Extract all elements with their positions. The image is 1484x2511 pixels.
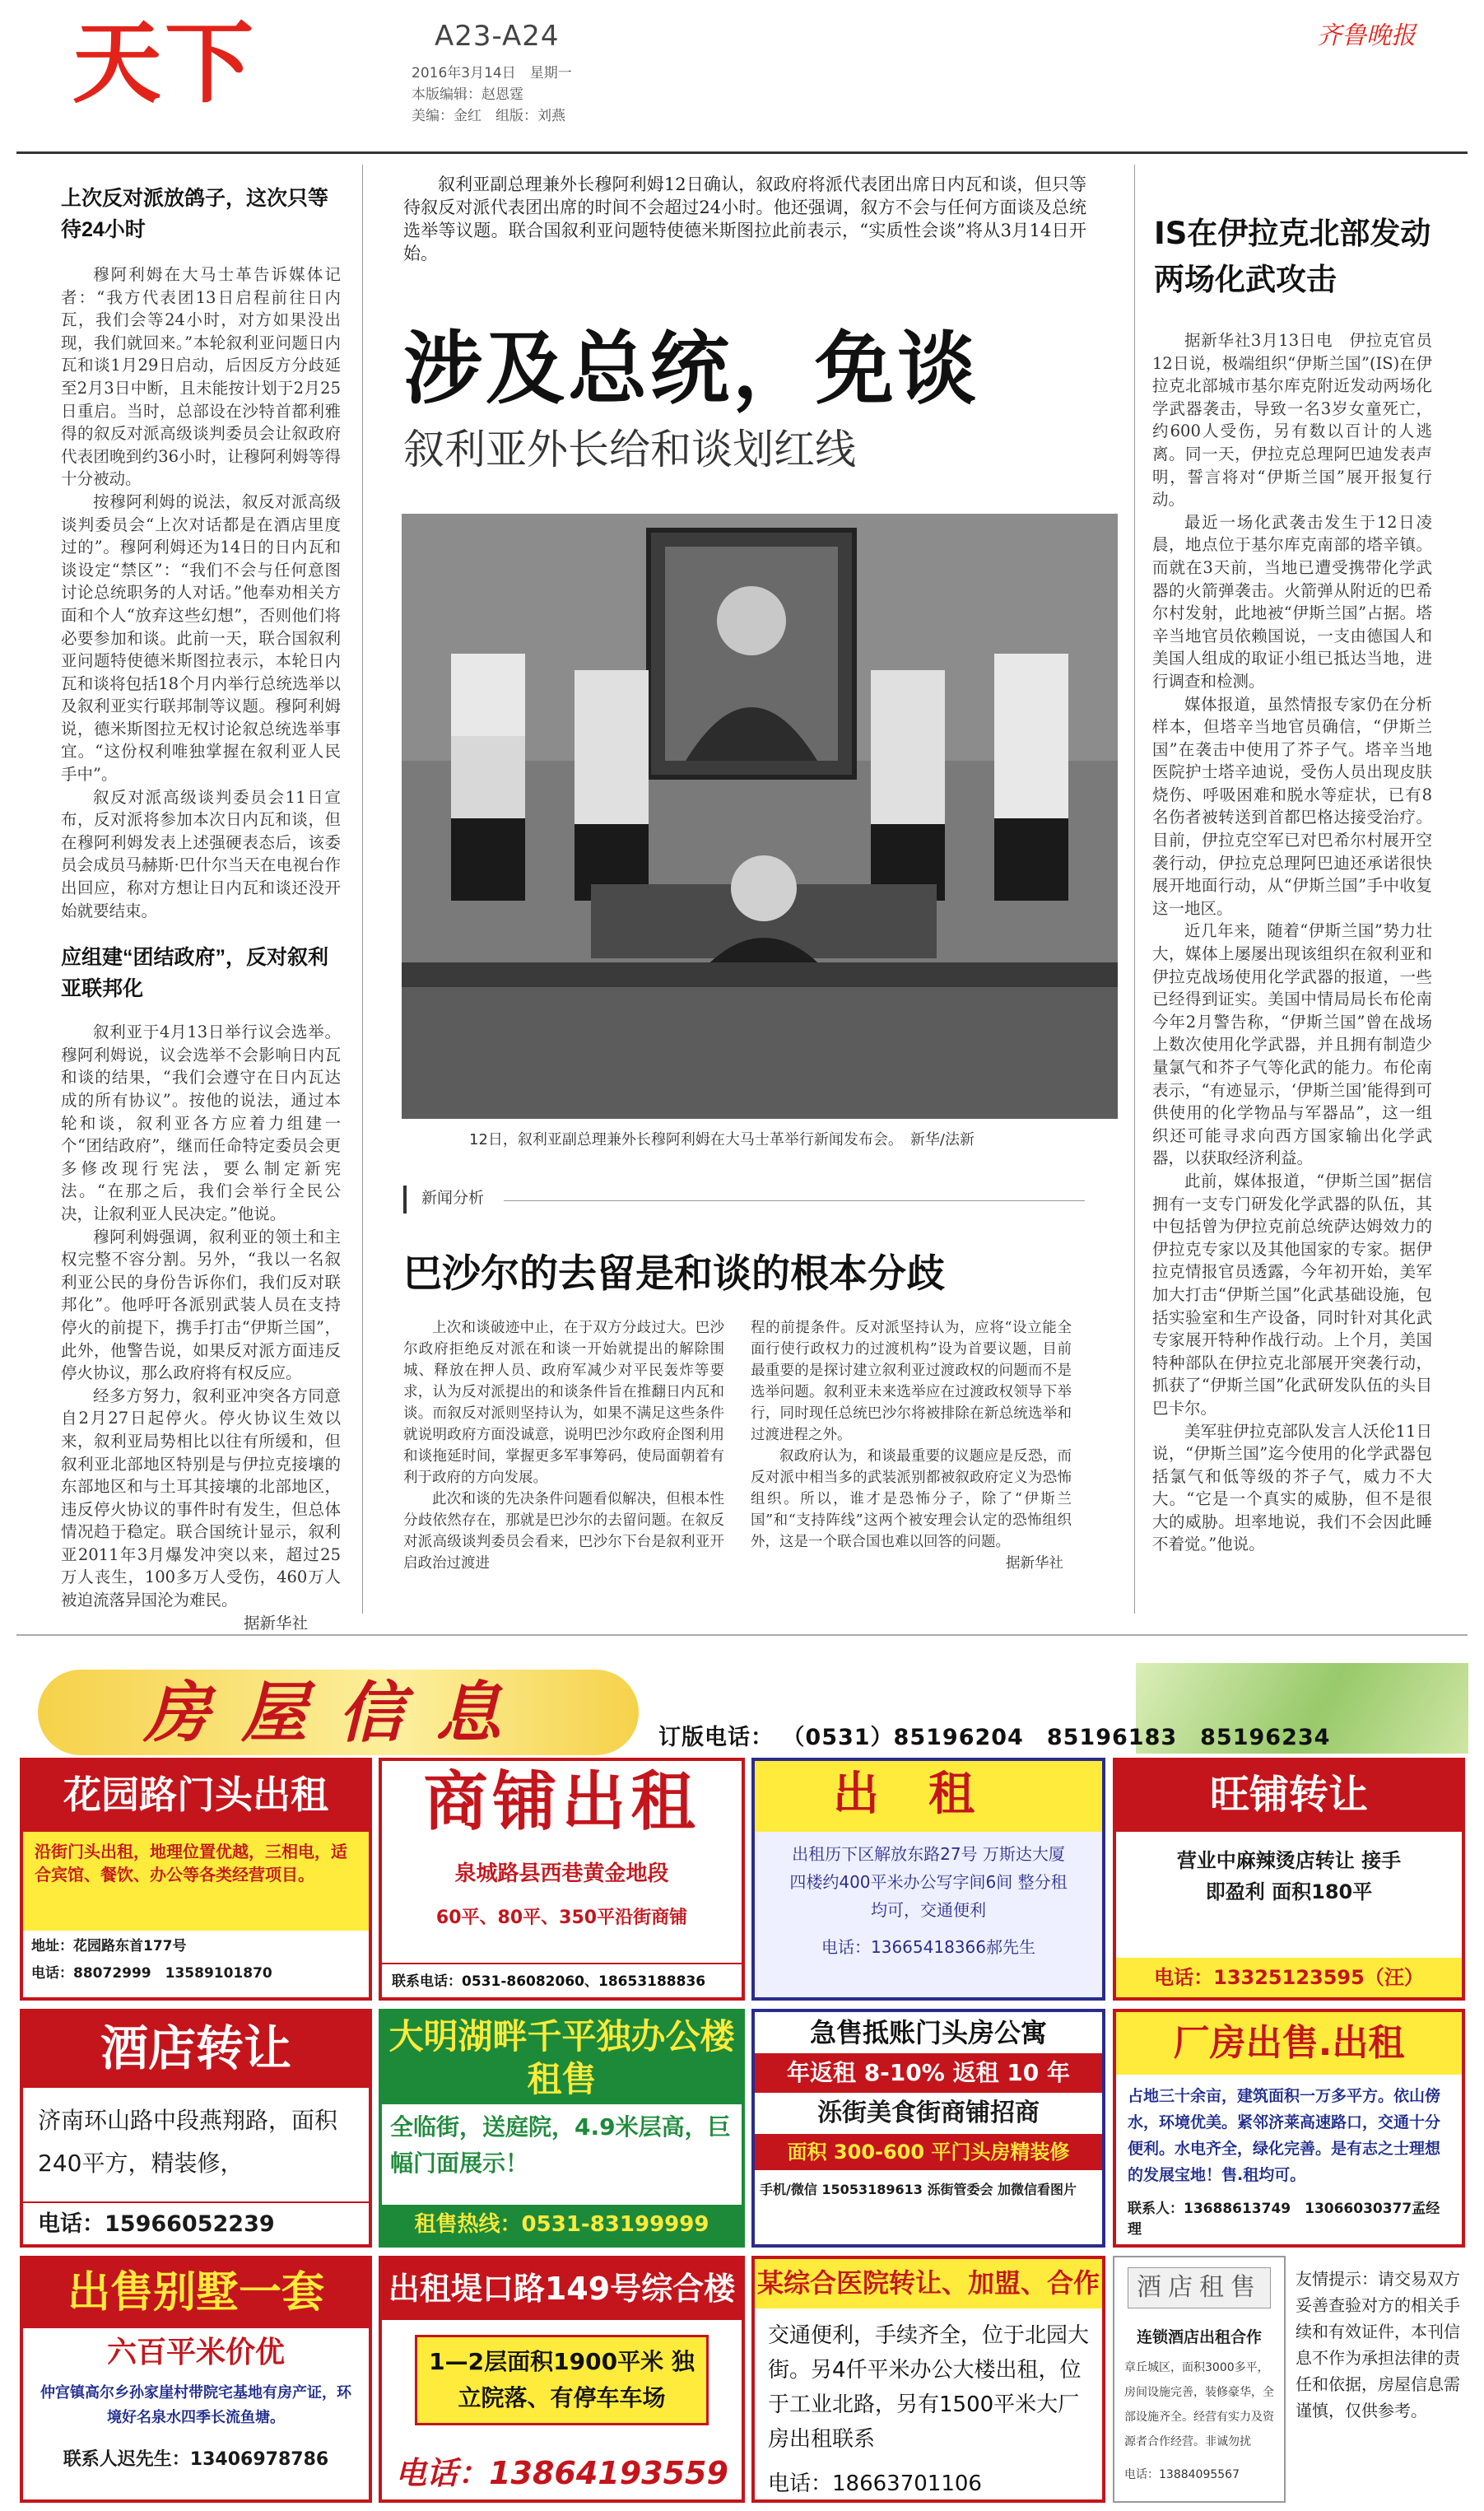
ad-card bbox=[1113, 2256, 1286, 2503]
design-line: 美编：金红 组版：刘燕 bbox=[412, 108, 565, 124]
ad-body: 全临街，送庭院，4.9米层高，巨幅门面展示！ bbox=[390, 2113, 731, 2177]
right-paragraph: 最近一场化武袭击发生于12日凌晨，地点位于基尔库克南部的塔辛镇。而就在3天前，当地已遭受携带化学武器的火箭弹袭击。火箭弹从附近的巴希尔村发射，此地被“伊斯兰国”占据。塔辛当地官员依赖国说，一支由德国人和美国人组成的取证小组已抵达当地，进行调查和检测。 bbox=[1152, 512, 1432, 691]
left-paragraph: 叙利亚于4月13日举行议会选举。穆阿利姆说，议会选举不会影响日内瓦和谈的结果，“我们会遵守在日内瓦达成的所有协议”。按他的说法，通过本轮和谈，叙利亚各方应着力组建一个“团结政府”，继而任命特定委员会更多修改现行宪法，要么制定新宪法。“在那之后，我们会举行全民公决，让叙利亚人民决定。”他说。 bbox=[61, 1023, 341, 1223]
ad-title: 大明湖畔千平独办公楼租售 bbox=[382, 2012, 742, 2104]
ad-card bbox=[379, 2009, 745, 2248]
left-paragraph: 穆阿利姆强调，叙利亚的领土和主权完整不容分割。另外，“我以一名叙利亚公民的身份告诉你们，我们反对联邦化”。他呼吁各派别武装人员在支持停火的前提下，携手打击“伊斯兰国”，此外，他警告说，如果反对派方面违反停火协议，那么政府将有权反应。 bbox=[61, 1227, 341, 1383]
right-paragraph: 近几年来，随着“伊斯兰国”势力壮大，媒体上屡屡出现该组织在叙利亚和伊拉克战场使用化学武器的报道，一些已经得到证实。美国中情局局长布伦南今年2月警告称，“伊斯兰国”曾在战场上数次使用化学武器，并且拥有制造少量氯气和芥子气等化武的能力。布伦南表示，“有迹显示，‘伊斯兰国’能得到可供使用的化学物品与军器品”，这一组织还可能寻求向西方国家输出化学武器，以获取经济利益。 bbox=[1152, 921, 1432, 1168]
ad-title: 出售别墅一套 bbox=[23, 2259, 369, 2328]
ad-card bbox=[1113, 2009, 1465, 2248]
ad-body: 泺街美食街商铺招商 bbox=[817, 2099, 1040, 2127]
ad-body: 交通便利，手续齐全，位于北园大街。另4仟平米办公大楼出租，位于工业北路，另有1500平米大厂房出租联系 bbox=[768, 2323, 1090, 2452]
ad-phone: 手机/微信 15053189613 泺街管委会 加微信看图片 bbox=[760, 2182, 1077, 2197]
ad-card bbox=[379, 1758, 745, 2001]
ad-card bbox=[751, 2256, 1105, 2503]
ad-body: 泉城路县西巷黄金地段 bbox=[454, 1861, 669, 1886]
ad-phone: 电话：15966052239 bbox=[23, 2201, 369, 2244]
ad-card bbox=[751, 2009, 1105, 2248]
left-paragraph: 叙反对派高级谈判委员会11日宣布，反对派将参加本次日内瓦和谈，但在穆阿利姆发表上述强硬表态后，该委员会成员马赫斯·巴什尔当天在电视台作出回应，称对方想让日内瓦和谈还没开始就要结束。 bbox=[61, 787, 341, 920]
photo-caption: 12日，叙利亚副总理兼外长穆阿利姆在大马士革举行新闻发布会。 新华/法新 bbox=[469, 1131, 975, 1148]
ad-title: 花园路门头出租 bbox=[23, 1761, 369, 1832]
ad-phone: 租售热线：0531-83199999 bbox=[382, 2205, 742, 2244]
analysis-paragraph: 程的前提条件。反对派坚持认为，应将“设立能全面行使行政权力的过渡机构”设为首要议题，目前最重要的是探讨建立叙利亚过渡政权的问题而不是选举问题。叙利亚未来选举应在过渡政权领导下举行，同时现任总统巴沙尔将被排除在新总统选举和过渡进程之外。 bbox=[751, 1320, 1072, 1443]
ad-phone: 电话：18663701106 bbox=[768, 2471, 982, 2496]
ad-card bbox=[20, 2009, 372, 2248]
ad-title: 酒店转让 bbox=[23, 2012, 369, 2088]
headline: 涉及总统，免谈 bbox=[403, 325, 979, 413]
analysis-col-2 bbox=[751, 1317, 1072, 1576]
analysis-tag-rule bbox=[504, 1200, 1085, 1201]
left-paragraph: 穆阿利姆在大马士革告诉媒体记者：“我方代表团13日启程前往日内瓦，我们会等24小时，对方如果没出现，我们就回来。”本轮叙利亚问题日内瓦和谈1月29日启动，后因反方分歧延至2月3日中断，且未能按计划于2月25日重启。当时，总部设在沙特首都利雅得的叙反对派高级谈判委员会让叙政府代表团晚到约36小时，让穆阿利姆等得十分被动。 bbox=[61, 265, 341, 489]
ad-title: 急售抵账门头房公寓 bbox=[809, 2017, 1047, 2048]
ad-body: 仲宫镇高尔乡孙家崖村带院宅基地有房产证，环境好名泉水四季长流鱼塘。 bbox=[40, 2384, 351, 2426]
left-column bbox=[61, 183, 341, 1634]
column-rule bbox=[362, 165, 363, 1614]
ad-phone: 联系人迟先生：13406978786 bbox=[63, 2449, 329, 2470]
ad-body: 营业中麻辣烫店转让 接手即盈利 面积180平 bbox=[1176, 1849, 1402, 1903]
ad-subtitle: 连锁酒店出租合作 bbox=[1136, 2328, 1262, 2346]
ad-title: 商铺出租 bbox=[423, 1765, 700, 1839]
left-paragraph: 经多方努力，叙利亚冲突各方同意自2月27日起停火。停火协议生效以来，叙利亚局势相比以往有所缓和，但叙利亚北部地区特别是与伊拉克接壤的东部地区和与土耳其接壤的北部地区，违反停火协议的事件时有发生，但总体情况趋于稳定。联合国统计显示，叙利亚2011年3月爆发冲突以来，超过25万人丧生，100多万人受伤，460万人被迫流落异国沦为难民。 bbox=[61, 1386, 341, 1610]
section-logo: 天下 bbox=[72, 12, 258, 115]
ad-body: 占地三十余亩，建筑面积一万多平方。依山傍水，环境优美。紧邻济莱高速路口，交通十分便利。水电齐全，绿化完善。是有志之士理想的发展宝地！售.租均可。 bbox=[1128, 2087, 1441, 2184]
ad-phone: 电话：13325123595（汪） bbox=[1116, 1958, 1462, 1997]
ad-booking-phones bbox=[658, 1719, 1330, 1751]
analysis-tag: 新闻分析 bbox=[403, 1186, 486, 1214]
analysis-credit: 据新华社 bbox=[1006, 1555, 1063, 1572]
left-paragraph: 按穆阿利姆的说法，叙反对派高级谈判委员会“上次对话都是在酒店里度过的”。穆阿利姆还为14日的日内瓦和谈设定“禁区”：“我们不会与任何意图讨论总统职务的人对话。”他奉劝相关方面和个人“放弃这些幻想”，否则他们将必要参加和谈。此前一天，联合国叙利亚问题特使德米斯图拉表示，本轮日内瓦和谈将包括18个月内举行总统选举以及叙利亚实行联邦制等议题。穆阿利姆说，德米斯图拉无权讨论叙总统选举事宜。“这份权利唯独掌握在叙利亚人民手中”。 bbox=[61, 491, 341, 785]
analysis-paragraph: 上次和谈破迹中止，在于双方分歧过大。巴沙尔政府拒绝反对派在和谈一开始就提出的解除围城、释放在押人员、政府军减少对平民轰炸等要求，认为反对派提出的和谈条件旨在推翻日内瓦和谈。而叙反对派则坚持认为，如果不满足这些条件就说明政府方面没诚意，说明巴沙尔政府企图利用和谈拖延时间，掌握更多军事筹码，使局面朝着有利于政府的方向发展。 bbox=[403, 1320, 724, 1486]
ad-title: 旺铺转让 bbox=[1116, 1761, 1462, 1832]
ad-section-title: 房屋信息 bbox=[38, 1670, 639, 1755]
right-paragraph: 媒体报道，虽然情报专家仍在分析样本，但塔辛当地官员确信，“伊斯兰国”在袭击中使用了芥子气。塔辛当地医院护士塔辛迪说，受伤人员出现皮肤烧伤、呼吸困难和脱水等症状，已有8名伤者被转送到首都巴格达接受治疗。目前，伊拉克空军已对巴希尔村展开空袭行动，伊拉克总理阿巴迪还承诺很快展开地面行动，从“伊斯兰国”手中收复这一地区。 bbox=[1152, 694, 1432, 918]
date-line: 2016年3月14日 星期一 bbox=[412, 65, 572, 82]
analysis-col-1 bbox=[403, 1317, 724, 1574]
ad-body: 出租历下区解放东路27号 万斯达大厦 四楼约400平米办公写字间6间 整分租均可，交通便利 bbox=[789, 1844, 1068, 1920]
newspaper-brand: 齐鲁晚报 bbox=[1317, 21, 1416, 50]
header-rule bbox=[16, 151, 1468, 154]
ad-phone: 电话：13665418366郝先生 bbox=[821, 1937, 1035, 1957]
right-headline: IS在伊拉克北部发动两场化武攻击 bbox=[1154, 216, 1431, 297]
ad-title: 厂房出售.出租 bbox=[1116, 2012, 1462, 2075]
right-paragraph: 美军驻伊拉克部队发言人沃伦11日说，“伊斯兰国”迄今使用的化学武器包括氯气和低等级的芥子气，威力不大大。“它是一个真实的威胁，但不是很大的威胁。坦率地说，我们不会因此睡不着觉。”他说。 bbox=[1152, 1421, 1432, 1554]
editor-line: 本版编辑：赵恩霆 bbox=[412, 86, 523, 103]
column-rule bbox=[1134, 165, 1135, 1614]
ad-phone: 联系人：13688613749 13066030377孟经理 bbox=[1128, 2201, 1440, 2238]
ad-title: 出租 bbox=[755, 1761, 1102, 1832]
left-credit: 据新华社 bbox=[243, 1613, 308, 1633]
page-numbers: A23-A24 bbox=[435, 20, 560, 53]
ad-phone-numbers: （0531）85196204 85196183 85196234 bbox=[782, 1725, 1331, 1750]
ad-phone: 电话：88072999 13589101870 bbox=[31, 1965, 272, 1982]
issue-meta bbox=[412, 63, 572, 127]
headline-subtitle: 叙利亚外长给和谈划红线 bbox=[403, 426, 856, 473]
analysis-headline: 巴沙尔的去留是和谈的根本分歧 bbox=[403, 1251, 945, 1297]
ad-body: 60平、80平、350平沿街商铺 bbox=[435, 1908, 688, 1928]
ad-section-rule bbox=[16, 1634, 1468, 1636]
left-subhead-1: 上次反对派放鸽子，这次只等待24小时 bbox=[61, 187, 329, 241]
right-paragraph: 此前，媒体报道，“伊斯兰国”据信拥有一支专门研发化学武器的队伍，其中包括曾为伊拉克前总统萨达姆效力的伊拉克专家以及其他国家的专家。据伊拉克情报官员透露，今年初开始，美军加大打击“伊斯兰国”化武基础设施，包括实验室和生产设备，同时针对其化武专家展开特种作战行动。上个月，美国特种部队在伊拉克北部展开突袭行动，抓获了“伊斯兰国”化武研发队伍的头目巴卡尔。 bbox=[1152, 1171, 1432, 1418]
ad-phone-label: 订版电话： bbox=[658, 1725, 774, 1750]
analysis-paragraph: 此次和谈的先决条件问题看似解决，但根本性分歧依然存在，那就是巴沙尔的去留问题。在叙反对派高级谈判委员会看来，巴沙尔下台是叙利亚开启政治过渡进 bbox=[403, 1491, 724, 1572]
ad-card bbox=[751, 1758, 1105, 2001]
ad-body: 沿街门头出租，地理位置优越，三相电，适合宾馆、餐饮、办公等各类经营项目。 bbox=[23, 1832, 369, 1931]
news-photo bbox=[402, 514, 1118, 1119]
right-column bbox=[1152, 329, 1432, 1556]
ad-body: 济南环山路中段燕翔路，面积240平方，精装修， bbox=[38, 2107, 338, 2177]
ad-card bbox=[379, 2256, 745, 2503]
left-subhead-2: 应组建“团结政府”，反对叙利亚联邦化 bbox=[61, 946, 329, 1001]
ad-address: 地址：花园路东首177号 bbox=[31, 1938, 187, 1954]
ad-phone: 电话：13884095567 bbox=[1124, 2468, 1240, 2481]
ad-phone: 联系电话：0531-86082060、18653188836 bbox=[382, 1963, 742, 1997]
ad-card bbox=[1113, 1758, 1465, 2001]
ad-body: 面积 300-600 平门头房精装修 bbox=[755, 2134, 1102, 2170]
lead-paragraph: 叙利亚副总理兼外长穆阿利姆12日确认，叙政府将派代表团出席日内瓦和谈，但只等待叙反对派代表团出席的时间不会超过24小时。他还强调，叙方不会与任何方面谈及总统选举等议题。联合国叙利亚问题特使德米斯图拉此前表示，“实质性会谈”将从3月14日开始。 bbox=[403, 175, 1086, 263]
photo-illustration bbox=[402, 514, 1118, 1119]
ad-phone: 电话：13864193559 bbox=[395, 2455, 728, 2491]
right-paragraph: 据新华社3月13日电 伊拉克官员12日说，极端组织“伊斯兰国”(IS)在伊拉克北部城市基尔库克附近发动两场化学武器袭击，导致一名3岁女童死亡，约600人受伤，另有数以百计的人逃离。同一天，伊拉克总理阿巴迪发表声明，誓言将对“伊斯兰国”展开报复行动。 bbox=[1152, 331, 1432, 510]
ad-card bbox=[20, 1758, 372, 2001]
ad-body: 年返租 8-10% 返租 10 年 bbox=[755, 2053, 1102, 2093]
ad-price: 六百平米价优 bbox=[106, 2336, 285, 2369]
ad-title: 酒店租售 bbox=[1128, 2267, 1271, 2308]
ad-body: 章丘城区，面积3000多平，房间设施完善，装修豪华，全部设施齐全。经营有实力及资源者合作经营。非诚勿扰 bbox=[1124, 2361, 1274, 2448]
ad-title: 出租堤口路149号综合楼 bbox=[382, 2259, 742, 2320]
analysis-paragraph: 叙政府认为，和谈最重要的议题应是反恐，而反对派中相当多的武装派别都被叙政府定义为恐怖组织。所以，谁才是恐怖分子，除了“伊斯兰国”和“支持阵线”这两个被安理会认定的恐怖组织外，这是一个联合国也难以回答的问题。 bbox=[751, 1448, 1072, 1550]
ad-card bbox=[20, 2256, 372, 2503]
ad-notice: 友情提示：请交易双方妥善查验对方的相关手续和有效证件，本刊信息不作为承担法律的责任和依据，房屋信息需谨慎，仅供参考。 bbox=[1296, 2269, 1460, 2420]
ad-body: 1—2层面积1900平米 独立院落、有停车车场 bbox=[415, 2335, 709, 2425]
ad-title: 某综合医院转让、加盟、合作 bbox=[755, 2259, 1102, 2308]
